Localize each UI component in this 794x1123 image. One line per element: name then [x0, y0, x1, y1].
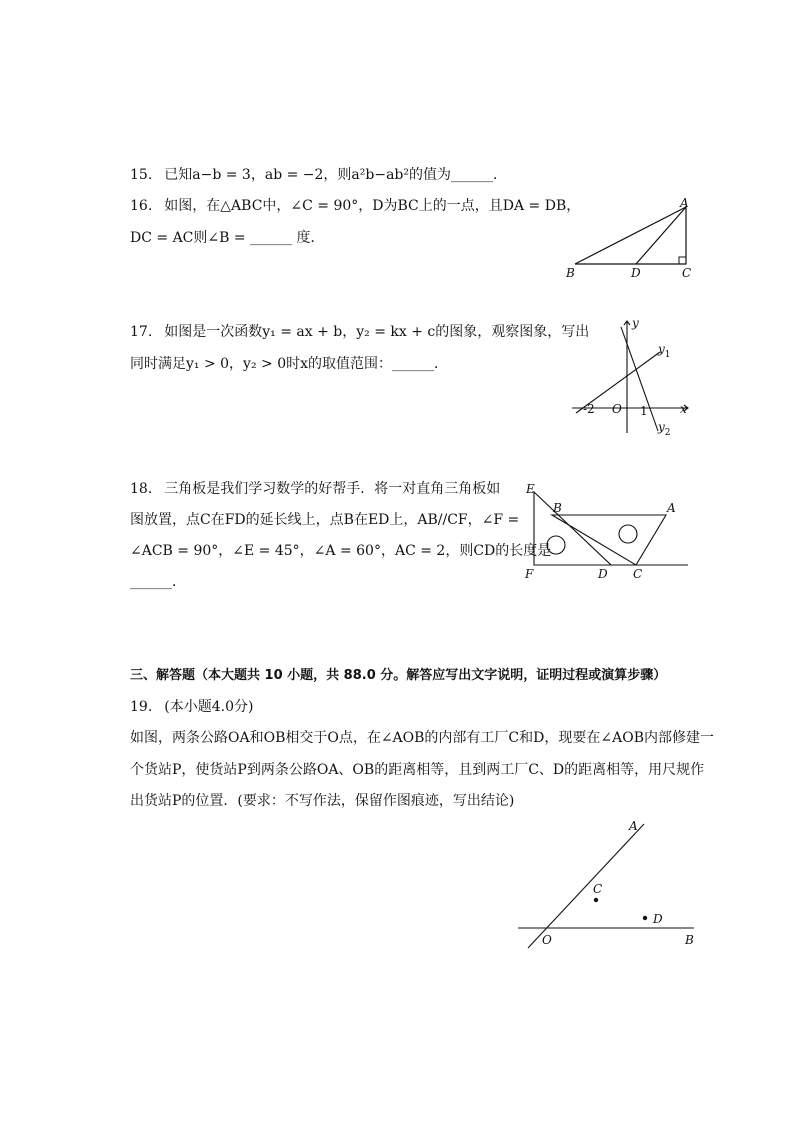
question-18-line-4: ______． — [130, 574, 186, 590]
set-square-45 — [534, 492, 611, 565]
question-16-line-2: DC = AC则∠B = ______ 度． — [130, 230, 325, 246]
label-e: E — [526, 482, 535, 496]
figure-triangle-abc — [560, 195, 700, 285]
label-o: O — [542, 933, 552, 947]
label-a: A — [629, 819, 638, 833]
segment-ad — [636, 207, 686, 264]
label-d: D — [653, 912, 663, 926]
figure-set-squares — [520, 480, 695, 585]
point-c — [594, 898, 598, 902]
question-19-line-1: 如图，两条公路OA和OB相交于O点，在∠AOB的内部有工厂C和D，现要在∠AOB内部修建一 — [130, 730, 714, 746]
figure-angle-aob — [510, 815, 705, 955]
label-a: A — [667, 501, 676, 515]
label-a: A — [680, 196, 689, 210]
question-16-line-1 — [130, 196, 580, 216]
label-c: C — [593, 882, 603, 896]
set-square-60 — [552, 515, 666, 565]
label-d: D — [631, 266, 641, 280]
label-neg-2: -2 — [583, 402, 595, 416]
right-angle-mark — [679, 257, 686, 264]
question-text: 如图，在△ABC中，∠C = 90°，D为BC上的一点，且DA = DB， — [164, 198, 581, 214]
question-number: 18. — [130, 481, 153, 497]
hole-circle-left — [547, 536, 565, 554]
question-score: (本小题4.0分) — [164, 699, 254, 715]
section-heading: 三、解答题（本大题共 10 小题，共 88.0 分。解答应写出文字说明，证明过程或演算步骤） — [130, 668, 667, 683]
hole-circle-right — [619, 525, 637, 543]
question-text: 如图是一次函数y₁ = ax + b，y₂ = kx + c的图象，观察图象，写出 — [164, 324, 590, 340]
question-18-line-3: ∠ACB = 90°，∠E = 45°，∠A = 60°，AC = 2，则CD的长度是 — [130, 543, 552, 559]
label-b: B — [566, 266, 575, 280]
label-y2: $y_2$ — [658, 420, 671, 438]
question-15 — [130, 165, 507, 185]
label-b: B — [553, 501, 562, 515]
question-number: 15. — [130, 167, 153, 183]
figure-linear-functions — [568, 315, 698, 445]
label-x-axis: x — [680, 402, 687, 416]
label-c: C — [682, 266, 692, 280]
label-one: 1 — [640, 404, 648, 418]
question-19-line-3: 出货站P的位置．(要求：不写作法，保留作图痕迹，写出结论) — [130, 793, 515, 809]
label-y-axis: y — [632, 316, 639, 330]
question-17-line-1 — [130, 322, 589, 342]
label-f: F — [525, 567, 534, 581]
label-b: B — [685, 933, 694, 947]
question-text: 已知a−b = 3，ab = −2，则a²b−ab²的值为______． — [164, 167, 507, 183]
question-text: 三角板是我们学习数学的好帮手．将一对直角三角板如 — [164, 481, 501, 497]
point-d — [643, 916, 647, 920]
question-19-header — [130, 697, 253, 717]
question-number: 17. — [130, 324, 153, 340]
question-17-line-2: 同时满足y₁ > 0，y₂ > 0时x的取值范围：______． — [130, 356, 449, 372]
ray-oa — [528, 824, 644, 948]
question-number: 16. — [130, 198, 153, 214]
label-y1: $y_1$ — [658, 342, 671, 360]
segment-ab — [575, 207, 686, 264]
label-origin: O — [612, 402, 622, 416]
question-18-line-2: 图放置，点C在FD的延长线上，点B在ED上，AB//CF，∠F = — [130, 512, 520, 528]
question-19-line-2: 个货站P，使货站P到两条公路OA、OB的距离相等，且到两工厂C、D的距离相等，用尺规作 — [130, 762, 705, 778]
label-c: C — [633, 567, 643, 581]
label-d: D — [598, 567, 608, 581]
question-18-line-1 — [130, 479, 500, 499]
question-number: 19. — [130, 699, 153, 715]
